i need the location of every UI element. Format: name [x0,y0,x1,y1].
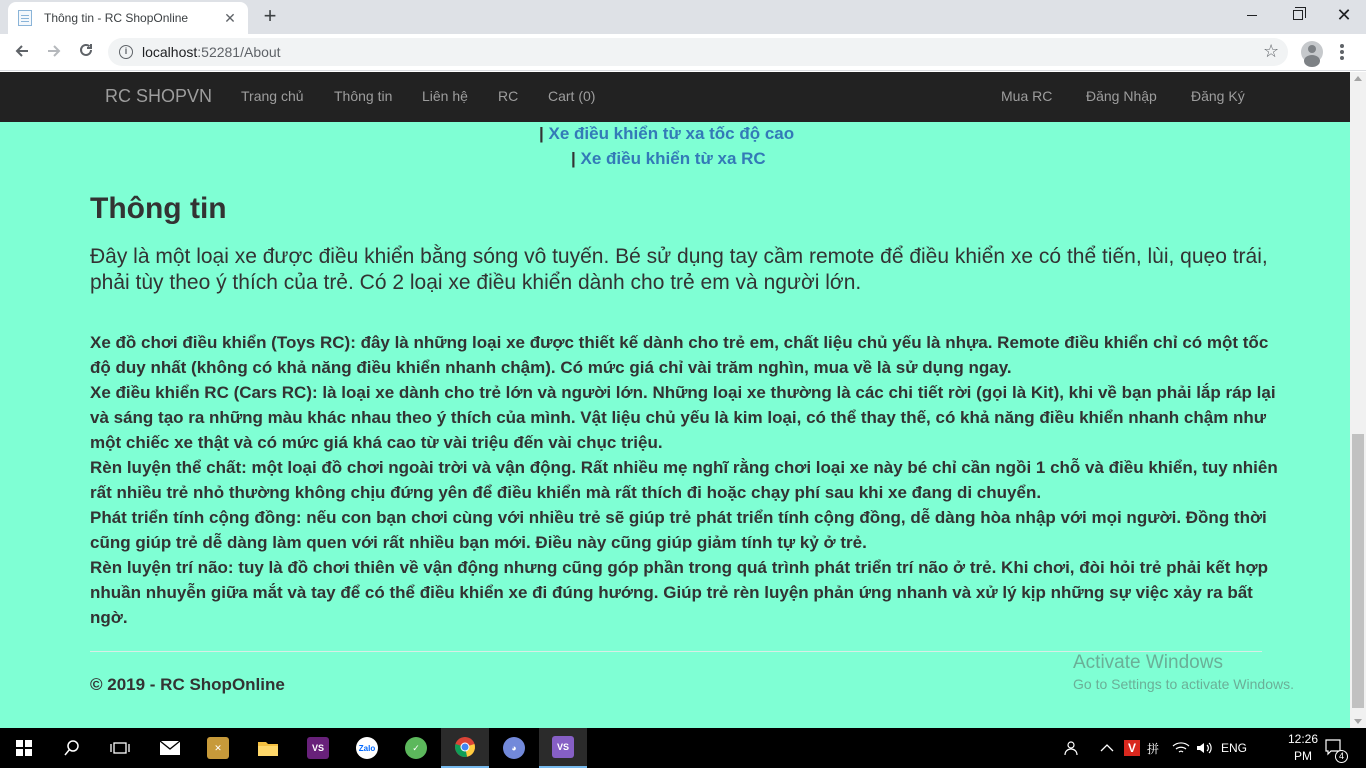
visual-studio-button[interactable] [294,728,342,768]
visual-studio-2-button[interactable] [539,728,587,768]
windows-taskbar [0,728,1366,780]
paragraph-community: Phát triển tính cộng đồng: nếu con bạn chơi cùng với nhiều trẻ sẽ giúp trẻ phát triển tính cộng đồng, dễ dàng hòa nhập với mọi người. Đồng thời cũng giúp trẻ dễ dàng làm quen với rất nhiều bạn mới. Điều này cũng giúp giảm tính tự kỷ ở trẻ. [90,508,1267,552]
visual-studio-alt-icon: VS [552,736,574,758]
nav-about-link[interactable]: Thông tin [334,88,393,104]
chevron-up-icon [1100,743,1114,753]
nav-buy-rc-link[interactable]: Mua RC [1001,88,1053,104]
tools-icon: ✕ [207,737,229,759]
discord-button[interactable] [490,728,538,768]
nav-register-link[interactable]: Đăng Ký [1191,88,1245,104]
people-icon [1064,740,1080,756]
restore-icon [1293,10,1303,20]
volume-button[interactable] [1196,728,1214,768]
speaker-icon [1196,741,1214,755]
browser-menu-icon[interactable] [1336,42,1348,62]
category-link-row [539,124,794,144]
show-hidden-icons-button[interactable] [1100,728,1114,768]
notification-count-badge: 4 [1335,750,1348,763]
file-explorer-button[interactable] [244,728,292,768]
tab-close-icon[interactable]: ✕ [224,9,236,26]
minimize-button[interactable] [1229,0,1275,30]
minimize-icon [1247,15,1257,16]
network-button[interactable] [1172,728,1190,768]
tools-app-button[interactable] [194,728,242,768]
new-tab-button[interactable]: + [263,3,277,28]
language-indicator: ENG [1221,741,1248,755]
browser-toolbar [0,34,1366,71]
category-link-row [571,149,766,169]
action-center-button[interactable] [1324,728,1346,768]
nav-contact-link[interactable]: Liên hệ [422,88,468,104]
language-button[interactable] [1221,728,1247,768]
profile-avatar-icon[interactable] [1301,41,1323,63]
start-button[interactable] [0,728,48,768]
close-window-button[interactable]: ✕ [1336,4,1352,25]
people-button[interactable] [1064,728,1080,768]
watermark-subtitle: Go to Settings to activate Windows. [1073,676,1294,692]
tab-title: Thông tin - RC ShopOnline [44,11,189,25]
reload-button[interactable] [74,41,98,65]
ime-button[interactable] [1147,728,1159,768]
scroll-thumb[interactable] [1352,434,1364,708]
chrome-button[interactable] [441,728,489,768]
scroll-down-icon[interactable] [1354,719,1362,724]
clock-time: 12:26 PM [1287,732,1319,763]
site-brand-link[interactable]: RC SHOPVN [105,86,213,106]
browser-titlebar [0,0,1366,34]
taskbar-clock[interactable] [1278,731,1328,782]
nav-login-link[interactable]: Đăng Nhập [1086,88,1157,104]
search-icon [63,739,81,757]
site-navbar [0,72,1350,122]
antivirus-icon: V [1124,740,1140,756]
category-link-high-speed[interactable]: Xe điều khiển từ xa tốc độ cao [548,124,795,143]
page-viewport [0,72,1350,728]
footer-copyright: © 2019 - RC ShopOnline [90,675,285,694]
green-app-button[interactable] [392,728,440,768]
page-favicon-icon [18,10,32,26]
back-button[interactable] [10,41,34,65]
paragraph-cars-rc: Xe điều khiển RC (Cars RC): là loại xe dành cho trẻ lớn và người lớn. Những loại xe thường là các chi tiết rời (gọi là Kit), khi về bạn phải lắp ráp lại và sáng tạo ra những màu khác nhau theo ý thích của mình. Vật liệu chủ yếu là kim loại, có thể thay thế, có khả năng điều khiển nhanh chậm như một chiếc xe thật và có mức giá khá cao từ vài triệu đến vài chục triệu. [90,383,1276,452]
url-text[interactable]: localhost:52281/About [142,44,281,60]
bookmark-star-icon[interactable]: ☆ [1263,41,1280,61]
forward-arrow-icon [46,43,62,59]
browser-tab[interactable] [8,2,248,34]
paragraph-brain: Rèn luyện trí não: tuy là đồ chơi thiên về vận động nhưng cũng góp phần trong quá trình phát triển trí não ở trẻ. Khi chơi, đòi hỏi trẻ phải kết hợp nhuần nhuyễn giữa mắt và tay để có thể điều khiển xe đi đúng hướng. Giúp trẻ rèn luyện phản ứng nhanh và xử lý kịp những sự việc xảy ra bất ngờ. [90,558,1268,627]
paragraph-toys-rc: Xe đồ chơi điều khiển (Toys RC): đây là những loại xe được thiết kế dành cho trẻ em, chất liệu chủ yếu là nhựa. Remote điều khiển chỉ có một tốc độ duy nhất (không có khả năng điều khiển nhanh chậm). Có mức giá chỉ vài trăm nghìn, mua về là sử dụng ngay. [90,333,1269,377]
clock-date: 24/09/19 [1279,766,1327,780]
lead-paragraph: Đây là một loại xe được điều khiển bằng sóng vô tuyến. Bé sử dụng tay cầm remote để điều khiển xe có thể tiến, lùi, quẹo trái, phải tùy theo ý thích của trẻ. Có 2 loại xe điều khiển dành cho trẻ em và người lớn. [90,245,1268,294]
green-check-icon: ✓ [405,737,427,759]
ime-indicator: 拼 [1147,741,1160,756]
folder-icon [257,739,279,757]
nav-rc-link[interactable]: RC [498,88,519,104]
mail-icon [159,740,181,756]
page-scrollbar[interactable] [1350,72,1366,728]
windows-logo-icon [16,740,32,756]
forward-button[interactable] [42,41,66,65]
scroll-up-icon[interactable] [1354,76,1362,81]
watermark-title: Activate Windows [1073,652,1223,673]
category-separator: | [571,149,576,168]
activate-windows-watermark [1073,652,1294,692]
restore-button[interactable] [1275,0,1321,30]
task-view-icon [110,740,130,756]
chrome-icon [454,736,476,758]
address-bar[interactable] [108,38,1288,66]
reload-icon [78,42,94,58]
page-title: Thông tin [90,192,227,225]
wifi-icon [1172,741,1190,755]
nav-home-link[interactable]: Trang chủ [241,88,304,104]
discord-icon: ◕ [503,737,525,759]
tray-antivirus-button[interactable] [1124,728,1140,768]
mail-app-button[interactable] [146,728,194,768]
paragraph-physical: Rèn luyện thể chất: một loại đồ chơi ngoài trời và vận động. Rất nhiều mẹ nghĩ rằng chơi loại xe này bé chỉ cần ngồi 1 chỗ và điều khiển, tuy nhiên rất nhiều trẻ nhỏ thường không chịu đứng yên để điều khiển mà rất thích đi hoặc chạy phí sau khi xe đang di chuyển. [90,458,1278,502]
nav-cart-link[interactable]: Cart (0) [548,88,596,104]
zalo-icon: Zalo [356,737,378,759]
category-separator: | [539,124,544,143]
site-info-icon[interactable]: i [119,45,133,59]
back-arrow-icon [14,43,30,59]
visual-studio-icon: VS [307,737,329,759]
task-view-button[interactable] [96,728,144,768]
category-link-rc[interactable]: Xe điều khiển từ xa RC [580,149,766,168]
article-body [90,330,1280,630]
search-button[interactable] [48,728,96,768]
zalo-button[interactable] [343,728,391,768]
